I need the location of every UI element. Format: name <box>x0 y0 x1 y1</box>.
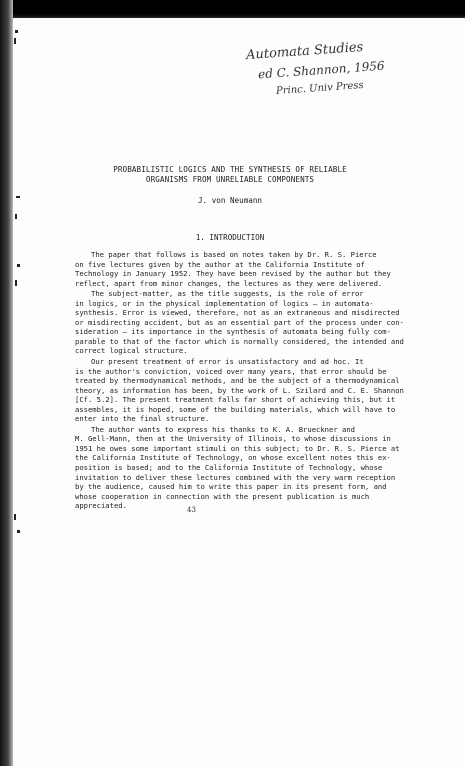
section-heading: 1. INTRODUCTION <box>195 233 265 242</box>
text-line: the California Institute of Technology, on whose excellent notes this ex- <box>75 453 391 463</box>
text-line: parable to that of the factor which is normally considered, the intended and <box>75 336 404 346</box>
body-text <box>75 250 405 512</box>
paragraph <box>75 425 405 511</box>
text-line: 1951 he owes some important stimuli on this subject; to Dr. R. S. Pierce at <box>75 443 400 453</box>
scan-speck <box>17 264 20 267</box>
scan-edge-left <box>0 0 13 766</box>
text-line: treated by thermodynamical methods, and be the subject of a thermodynamical <box>75 376 400 386</box>
text-line: [Cf. 5.2]. The present treatment falls far short of achieving this, but it <box>75 395 396 405</box>
scan-speck <box>17 530 20 533</box>
text-line: Technology in January 1952. They have been revised by the author but they <box>75 269 391 279</box>
paragraph <box>75 250 405 288</box>
text-line: enter into the final structure. <box>75 414 210 424</box>
text-line: reflect, apart from minor changes, the lectures as they were delivered. <box>75 278 383 288</box>
text-line: sideration — its importance in the synthesis of automata being fully com- <box>75 327 391 337</box>
scan-speck <box>14 38 16 44</box>
scan-speck <box>14 514 16 520</box>
scan-speck <box>15 280 17 286</box>
text-line: appreciated. <box>75 501 127 511</box>
text-line: The author wants to express his thanks to K. A. Brueckner and <box>91 424 355 434</box>
scan-speck <box>16 196 20 198</box>
paper-title-line1: PROBABILISTIC LOGICS AND THE SYNTHESIS OF RELIABLE <box>113 165 347 174</box>
handwritten-annotation-line3: Princ. Univ Press <box>275 79 364 98</box>
paper-title-line2: ORGANISMS FROM UNRELIABLE COMPONENTS <box>145 175 315 184</box>
text-line: or misdirecting accident, but as an essential part of the process under con- <box>75 317 404 327</box>
text-line: in logics, or in the physical implementation of logics — in automata- <box>75 298 374 308</box>
text-line: position is based; and to the California Institute of Technology, whose <box>75 463 383 473</box>
text-line: Our present treatment of error is unsatisfactory and ad hoc. It <box>91 357 364 367</box>
text-line: synthesis. Error is viewed, therefore, not as an extraneous and misdirected <box>75 308 400 318</box>
paragraph <box>75 289 405 356</box>
paragraph <box>75 357 405 424</box>
scan-speck <box>15 30 18 33</box>
text-line: whose cooperation in connection with the present publication is much <box>75 491 370 501</box>
text-line: theory, as information has been, by the work of L. Szilard and C. E. Shannon <box>75 385 404 395</box>
text-line: on five lectures given by the author at the California Institute of <box>75 259 365 269</box>
text-line: by the audience, caused him to write this paper in its present form, and <box>75 482 387 492</box>
text-line: correct logical structure. <box>75 346 188 356</box>
text-line: assembles, it is hoped, some of the building materials, which will have to <box>75 404 396 414</box>
text-line: M. Gell-Mann, then at the University of Illinois, to whose discussions in <box>75 434 391 444</box>
page-number: 43 <box>187 506 196 514</box>
text-line: invitation to deliver these lectures combined with the very warm reception <box>75 472 396 482</box>
handwritten-annotation-line2: ed C. Shannon, 1956 <box>257 58 386 82</box>
text-line: The subject-matter, as the title suggests, is the role of error <box>91 289 364 299</box>
scan-speck <box>15 214 17 219</box>
text-line: is the author's conviction, voiced over many years, that error should be <box>75 366 387 376</box>
paper-author: J. von Neumann <box>197 196 262 205</box>
text-line: The paper that follows is based on notes taken by Dr. R. S. Pierce <box>91 250 377 259</box>
handwritten-annotation-line1: Automata Studies <box>245 39 364 64</box>
